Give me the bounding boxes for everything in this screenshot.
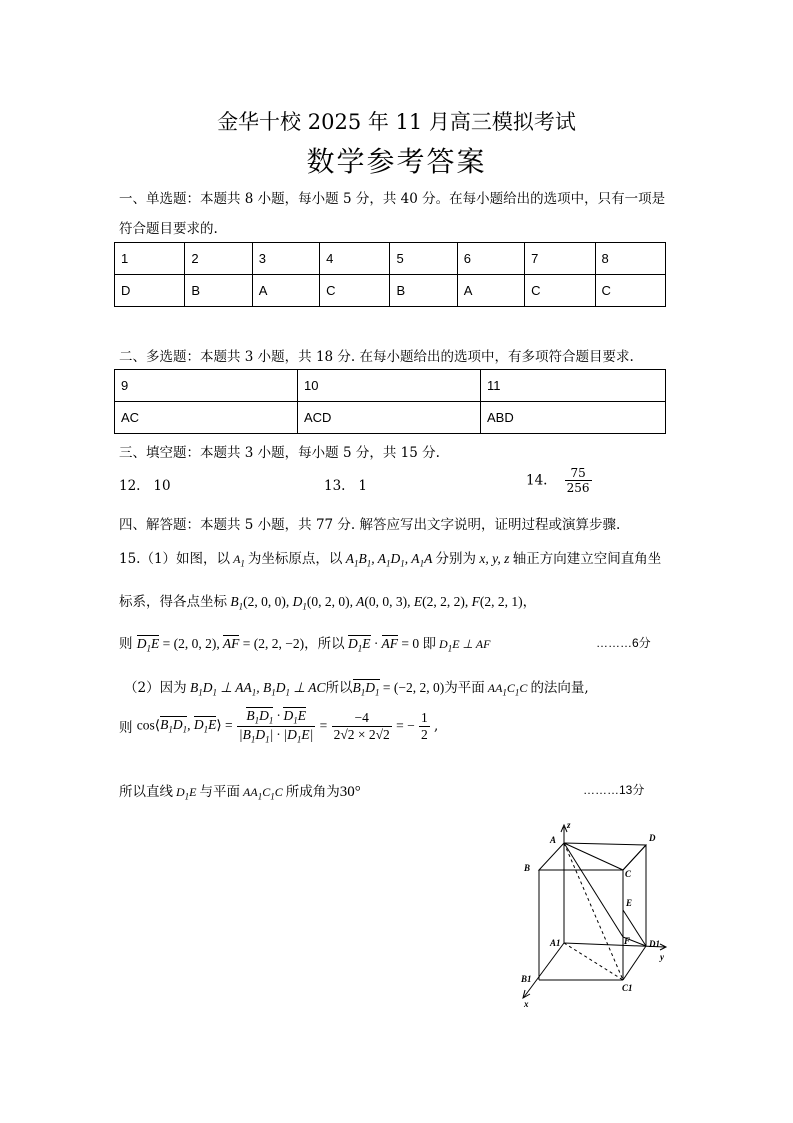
table-cell: A [252, 275, 319, 307]
label-d1: D1 [649, 939, 660, 949]
multi-choice-table [114, 369, 666, 434]
solution-15-line5: 则 $\cos⟨B_1D_1$, $D_1E⟩$ = $\frac{B_1D_1 \cdot D_1E}{|B_1D_1| \cdot |D_1E|}$ = $\frac{-4}{2√2 \times 2√2}$ = − $\frac{1}{2}$ , [119, 708, 439, 745]
table-cell: 7 [525, 243, 595, 275]
score-marker-6: ………6分 [596, 636, 651, 650]
table-cell: C [525, 275, 595, 307]
answer-14-label: 14. [526, 472, 548, 489]
label-e: E [626, 898, 633, 908]
answer-13-label: 13. [324, 478, 346, 494]
answer-12 [119, 478, 171, 494]
label-a1: A1 [550, 938, 561, 948]
answer-12-label: 12. [119, 478, 141, 494]
answer-13 [324, 478, 367, 494]
section2-heading: 二、多选题：本题共 3 小题，共 18 分. 在每小题给出的选项中，有多项符合题目要求. [119, 349, 634, 365]
table-cell: AC [115, 402, 298, 434]
section3-heading: 三、填空题：本题共 3 小题，每小题 5 分，共 15 分. [119, 445, 440, 461]
solution-15-line1: 15.（1）如图，以 $A_1$ 为坐标原点，以 $A_1B_1$, $A_1D_1$, $A_1A$ 分别为 x, y, z 轴正方向建立空间直角坐 [119, 551, 662, 569]
table-cell: 8 [595, 243, 665, 275]
table-row [115, 402, 666, 434]
table-cell: 11 [481, 370, 666, 402]
label-x: x [524, 999, 529, 1009]
table-row [115, 243, 666, 275]
answer-14-fraction [565, 466, 592, 495]
edge-c1d1 [623, 946, 646, 980]
hidden-edges [564, 843, 623, 980]
table-cell: B [390, 275, 457, 307]
dashed-a1c1 [564, 943, 623, 980]
label-c: C [625, 869, 632, 879]
table-cell: 9 [115, 370, 298, 402]
table-cell: 10 [298, 370, 481, 402]
exam-title: 金华十校 2025 年 11 月高三模拟考试 [217, 110, 576, 134]
label-z: z [567, 820, 571, 830]
table-cell: A [457, 275, 524, 307]
fraction-denominator: 256 [566, 481, 590, 495]
edge-dc [623, 845, 646, 870]
table-cell: ABD [481, 402, 666, 434]
table-row [115, 275, 666, 307]
table-cell: D [115, 275, 185, 307]
label-b: B [524, 863, 531, 873]
table-cell: C [595, 275, 665, 307]
solution-15-line3: 则 $D_1E = (2$, 0, 2), AF = (2, 2, −2)，所以 $D_1E$ · AF = 0 即 $D_1E$ ⊥ AF [119, 636, 491, 654]
label-a: A [550, 835, 557, 845]
section1-heading-cont: 符合题目要求的. [119, 221, 218, 237]
answer-14 [526, 466, 592, 495]
fraction-numerator: 75 [565, 466, 592, 481]
cosine-value-fraction: $\frac{-4}{2√2 \times 2√2}$ [333, 709, 390, 742]
dashed-ac1 [564, 843, 623, 980]
cosine-result-fraction: $\frac{1}{2}$ [420, 709, 428, 742]
label-b1: B1 [521, 974, 532, 984]
label-c1: C1 [622, 983, 633, 993]
answer-key-title: 数学参考答案 [306, 145, 487, 178]
answer-13-value: 1 [358, 478, 367, 494]
table-cell: 3 [252, 243, 319, 275]
table-cell: ACD [298, 402, 481, 434]
segment-af [564, 843, 623, 937]
table-cell: B [185, 275, 252, 307]
table-cell: C [320, 275, 390, 307]
solution-15-line4: （2）因为 $B_1D_1$ ⊥ $AA_1$, $B_1D_1$ ⊥ AC所以$B_1D_1 = (-2$, 2, 0)为平面 $AA_1C_1C$ 的法向量, [124, 680, 589, 698]
label-f: F [624, 936, 631, 946]
table-row [115, 370, 666, 402]
table-cell: 2 [185, 243, 252, 275]
table-cell: 1 [115, 243, 185, 275]
section4-heading: 四、解答题：本题共 5 小题，共 77 分. 解答应写出文字说明，证明过程或演算步骤. [119, 517, 621, 533]
label-y: y [660, 952, 664, 962]
label-d: D [649, 833, 656, 843]
table-cell: 6 [457, 243, 524, 275]
table-cell: 5 [390, 243, 457, 275]
prism-figure [510, 815, 685, 1010]
solution-15-line6: 所以直线 $D_1E$ 与平面 $AA_1C_1C$ 所成角为30° [119, 784, 361, 802]
single-choice-table [114, 242, 666, 307]
prism-edges [523, 825, 666, 998]
answer-12-value: 10 [153, 478, 171, 494]
score-marker-13: ………13分 [583, 783, 645, 797]
x-axis [524, 943, 564, 997]
cosine-fraction: $\frac{B_1D_1 \cdot D_1E}{|B_1D_1| \cdot |D_1E|}$ [238, 708, 314, 745]
section1-heading: 一、单选题：本题共 8 小题，每小题 5 分，共 40 分。在每小题给出的选项中，只有一项是 [119, 191, 666, 207]
table-cell: 4 [320, 243, 390, 275]
solution-15-line2: 标系，得各点坐标 $B_1(2$, 0, 0), $D_1(0$, 2, 0), A(0, 0, 3), E(2, 2, 2), F(2, 2, 1)， [119, 594, 537, 612]
